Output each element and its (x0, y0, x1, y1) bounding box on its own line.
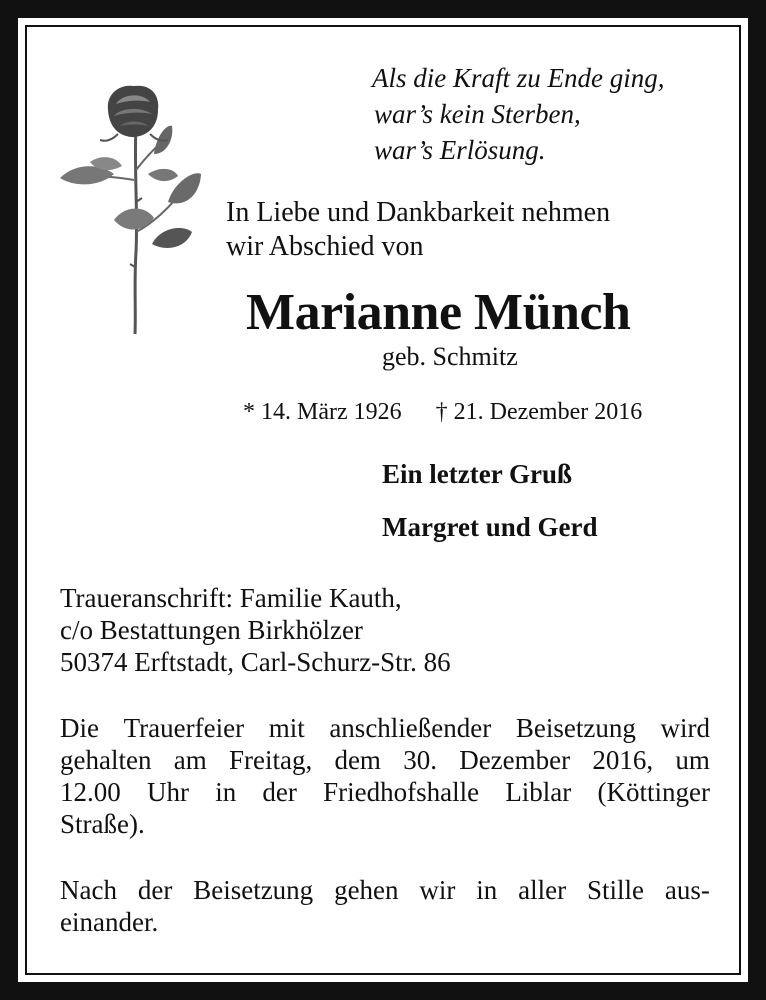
farewell-line: Ein letzter Gruß (382, 459, 572, 489)
poem (372, 60, 665, 168)
word: mit (268, 713, 305, 743)
word: Liblar (505, 777, 572, 807)
intro-line: wir Abschied von (226, 231, 424, 262)
address-line: c/o Bestattungen Birkhölzer (60, 615, 363, 645)
word: 30. (403, 745, 437, 775)
word: dem (334, 745, 381, 775)
word: wir (419, 875, 456, 905)
closing-line: einander. (60, 907, 159, 937)
intro-text (226, 196, 610, 264)
address-line: Traueranschrift: Familie Kauth, (60, 583, 402, 613)
word: Friedhofshalle (323, 777, 480, 807)
word: Freitag, (228, 745, 313, 775)
service-line (60, 744, 710, 776)
mourning-address (60, 582, 451, 678)
birth-date: * 14. März 1926 (243, 399, 402, 425)
service-line (60, 776, 710, 808)
death-date: † 21. Dezember 2016 (435, 399, 643, 425)
closing-notice (60, 874, 710, 938)
word: Uhr (146, 777, 189, 807)
poem-line: Als die Kraft zu Ende ging, (372, 63, 665, 93)
intro-line: In Liebe und Dankbarkeit nehmen (226, 197, 611, 228)
word: 2016, (592, 745, 654, 775)
word: Die (60, 713, 99, 743)
word: aller (518, 875, 567, 905)
poem-line: war’s kein Sterben, (374, 99, 581, 129)
word: Beisetzung (515, 713, 636, 743)
closing-line (60, 874, 710, 906)
word: Stille (587, 875, 645, 905)
life-dates (243, 398, 642, 426)
word: der (262, 777, 297, 807)
word: Dezember (459, 745, 571, 775)
word: in (215, 777, 237, 807)
poem-line: war’s Erlösung. (374, 135, 546, 165)
word: gehen (334, 875, 399, 905)
word: um (675, 745, 710, 775)
word: (Köttinger (597, 777, 710, 807)
address-line: 50374 Erftstadt, Carl-Schurz-Str. 86 (60, 647, 451, 677)
maiden-name: geb. Schmitz (382, 342, 518, 371)
word: gehalten (60, 745, 152, 775)
word: in (476, 875, 498, 905)
word: wird (660, 713, 710, 743)
service-notice (60, 712, 710, 840)
word: am (173, 745, 207, 775)
service-line: Straße). (60, 809, 145, 839)
signers: Margret und Gerd (382, 512, 598, 542)
service-line (60, 712, 710, 744)
word: Nach (60, 875, 117, 905)
deceased-name: Marianne Münch (246, 284, 631, 341)
word: Beisetzung (193, 875, 314, 905)
word: 12.00 (60, 777, 121, 807)
word: der (137, 875, 173, 905)
word: aus- (664, 875, 710, 905)
rose-icon (56, 82, 206, 337)
word: anschließender (329, 713, 492, 743)
word: Trauerfeier (123, 713, 245, 743)
